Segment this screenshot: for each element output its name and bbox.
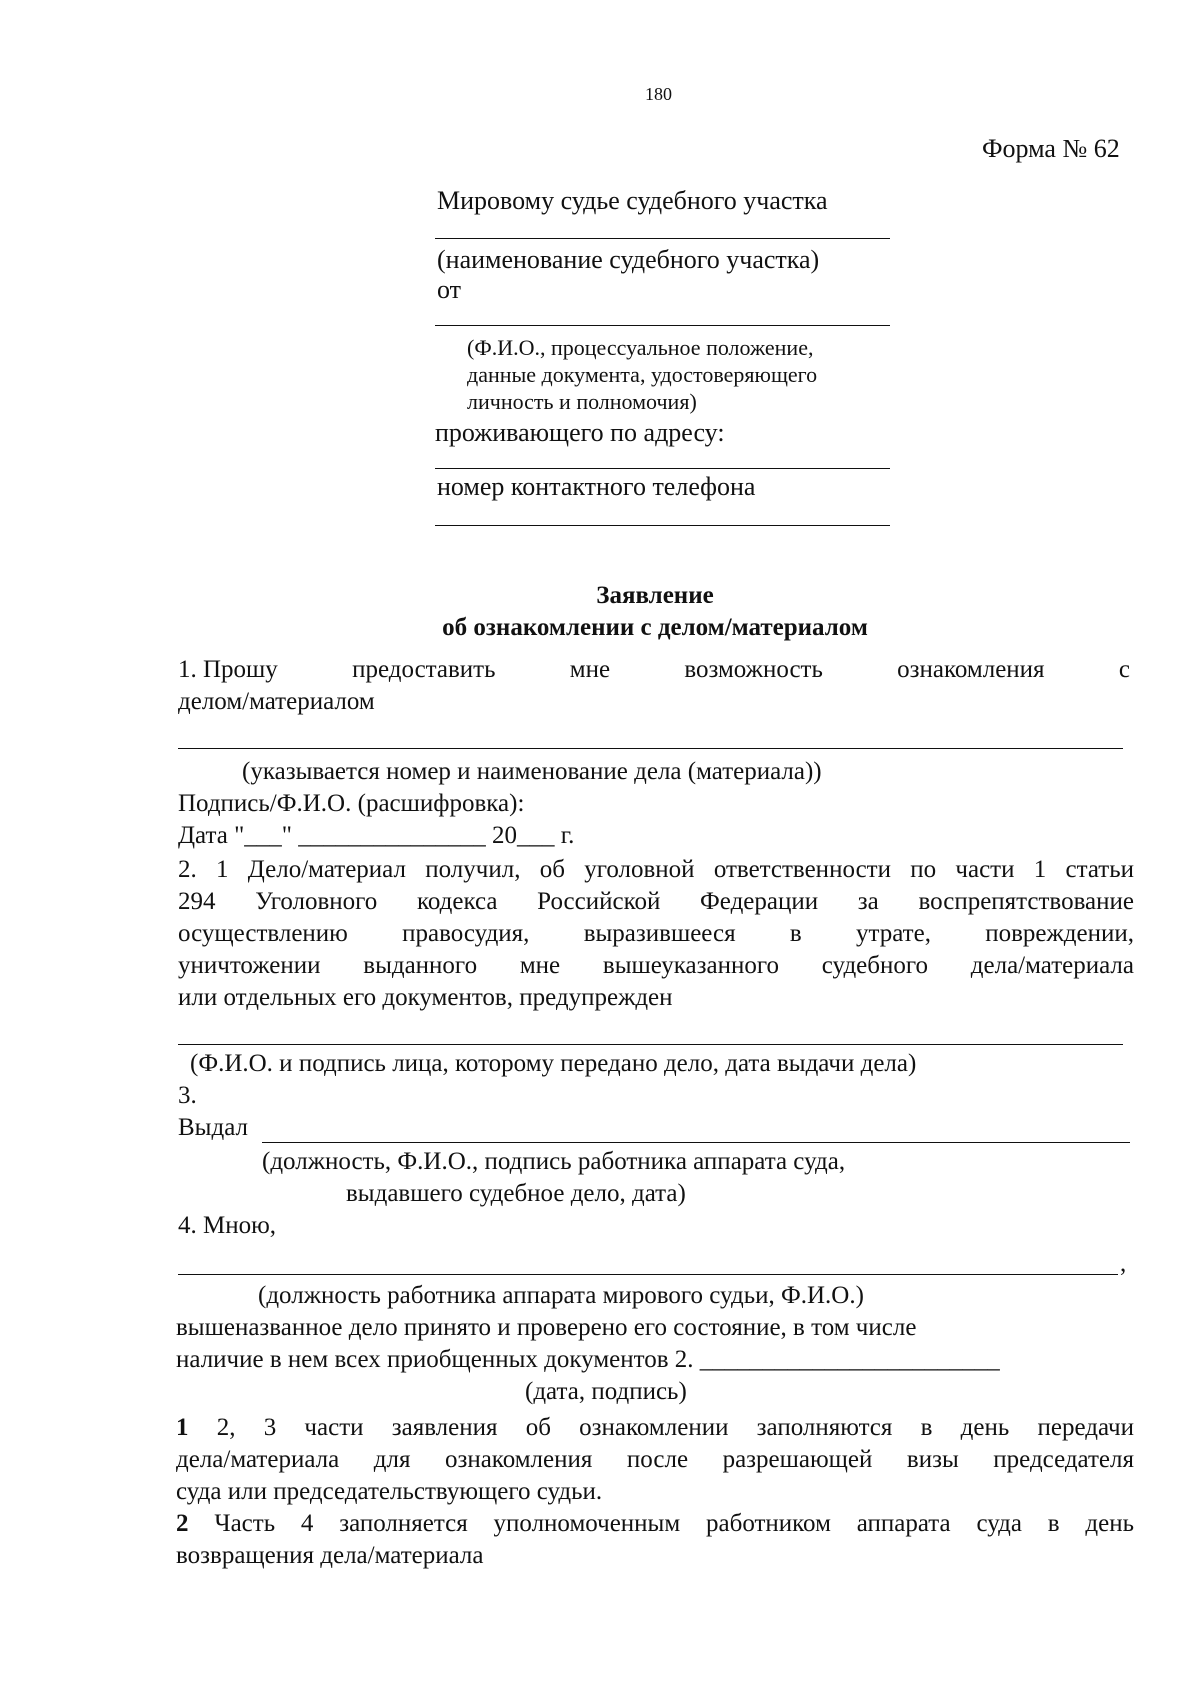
recipient-caption: (Ф.И.О. и подпись лица, которому передано дело, дата выдачи дела) bbox=[190, 1050, 917, 1077]
section2-line: уничтожении выданного мне вышеуказанного судебного дела/материала bbox=[178, 952, 1134, 979]
section1-request-line bbox=[178, 656, 1130, 684]
signature-label: Подпись/Ф.И.О. (расшифровка): bbox=[178, 790, 525, 817]
applicant-caption-line: (Ф.И.О., процессуальное положение, bbox=[467, 335, 814, 360]
recipient-field[interactable] bbox=[178, 1044, 1123, 1045]
footnote-line bbox=[176, 1412, 1134, 1444]
footnote-1 bbox=[176, 1412, 1134, 1508]
footnote-line: суда или председательствующего судьи. bbox=[176, 1478, 603, 1505]
footnote-2 bbox=[176, 1508, 1134, 1572]
date-signature-caption: (дата, подпись) bbox=[525, 1378, 687, 1405]
applicant-caption-line: личность и полномочия) bbox=[467, 389, 697, 414]
addressee-line: Мировому судье судебного участка bbox=[437, 186, 828, 215]
applicant-caption-line: данные документа, удостоверяющего bbox=[467, 362, 818, 387]
issued-label: Выдал bbox=[178, 1114, 248, 1141]
case-name-field[interactable] bbox=[178, 748, 1123, 749]
section1-request-continuation: делом/материалом bbox=[178, 688, 375, 715]
applicant-field[interactable] bbox=[435, 325, 890, 326]
footnote-line: возвращения дела/материала bbox=[176, 1542, 484, 1569]
section1-word: мне bbox=[569, 656, 611, 683]
section2-line: осуществлению правосудия, выразившееся в утрате, повреждении, bbox=[178, 920, 1134, 947]
issued-caption-line1: (должность, Ф.И.О., подпись работника аппарата суда, bbox=[262, 1148, 846, 1175]
acceptance-text-line1: вышеназванное дело принято и проверено его состояние, в том числе bbox=[176, 1314, 917, 1341]
footnote-marker: 2 bbox=[176, 1510, 189, 1537]
case-name-caption: (указывается номер и наименование дела (материала)) bbox=[242, 758, 822, 785]
section1-word: с bbox=[1118, 656, 1130, 683]
receiver-comma: , bbox=[1120, 1250, 1127, 1277]
address-field[interactable] bbox=[435, 468, 890, 469]
document-subtitle: об ознакомлении с делом/материалом bbox=[442, 614, 868, 641]
issued-caption-line2: выдавшего судебное дело, дата) bbox=[346, 1180, 686, 1207]
address-label: проживающего по адресу: bbox=[435, 418, 725, 447]
from-label: от bbox=[437, 275, 462, 304]
section1-word: ознакомления bbox=[897, 656, 1045, 683]
section1-word: 1. Прошу bbox=[178, 656, 278, 683]
section1-word: возможность bbox=[684, 656, 823, 683]
footnote-marker: 1 bbox=[176, 1414, 189, 1441]
section4-label: 4. Мною, bbox=[178, 1212, 277, 1239]
court-name-caption: (наименование судебного участка) bbox=[437, 245, 820, 274]
date-line: Дата "___" _______________ 20___ г. bbox=[178, 822, 575, 849]
document-title: Заявление bbox=[596, 582, 714, 609]
form-label: Форма № 62 bbox=[982, 134, 1120, 163]
issued-by-field[interactable] bbox=[262, 1142, 1130, 1143]
section2-line: или отдельных его документов, предупрежден bbox=[178, 984, 673, 1011]
section3-number: 3. bbox=[178, 1082, 197, 1109]
court-name-field[interactable] bbox=[435, 238, 890, 239]
page-number: 180 bbox=[645, 84, 672, 104]
footnote-text: Часть 4 заполняется уполномоченным работником аппарата суда в день bbox=[188, 1510, 1134, 1537]
phone-label: номер контактного телефона bbox=[437, 472, 756, 501]
section2-line: 294 Уголовного кодекса Российской Федерации за воспрепятствование bbox=[178, 888, 1134, 915]
footnote-line: дела/материала для ознакомления после разрешающей визы председателя bbox=[176, 1446, 1134, 1473]
applicant-caption bbox=[467, 334, 817, 415]
receiver-field[interactable] bbox=[178, 1274, 1118, 1275]
acceptance-text-line2: наличие в нем всех приобщенных документов 2. ________________________ bbox=[176, 1346, 1000, 1373]
section1-word: предоставить bbox=[352, 656, 496, 683]
section2-paragraph bbox=[178, 854, 1134, 1014]
phone-field[interactable] bbox=[435, 525, 890, 526]
receiver-caption: (должность работника аппарата мирового судьи, Ф.И.О.) bbox=[258, 1282, 864, 1309]
footnote-text: 2, 3 части заявления об ознакомлении заполняются в день передачи bbox=[188, 1414, 1134, 1441]
section2-line: 2. 1 Дело/материал получил, об уголовной ответственности по части 1 статьи bbox=[178, 856, 1134, 883]
footnote-line bbox=[176, 1508, 1134, 1540]
